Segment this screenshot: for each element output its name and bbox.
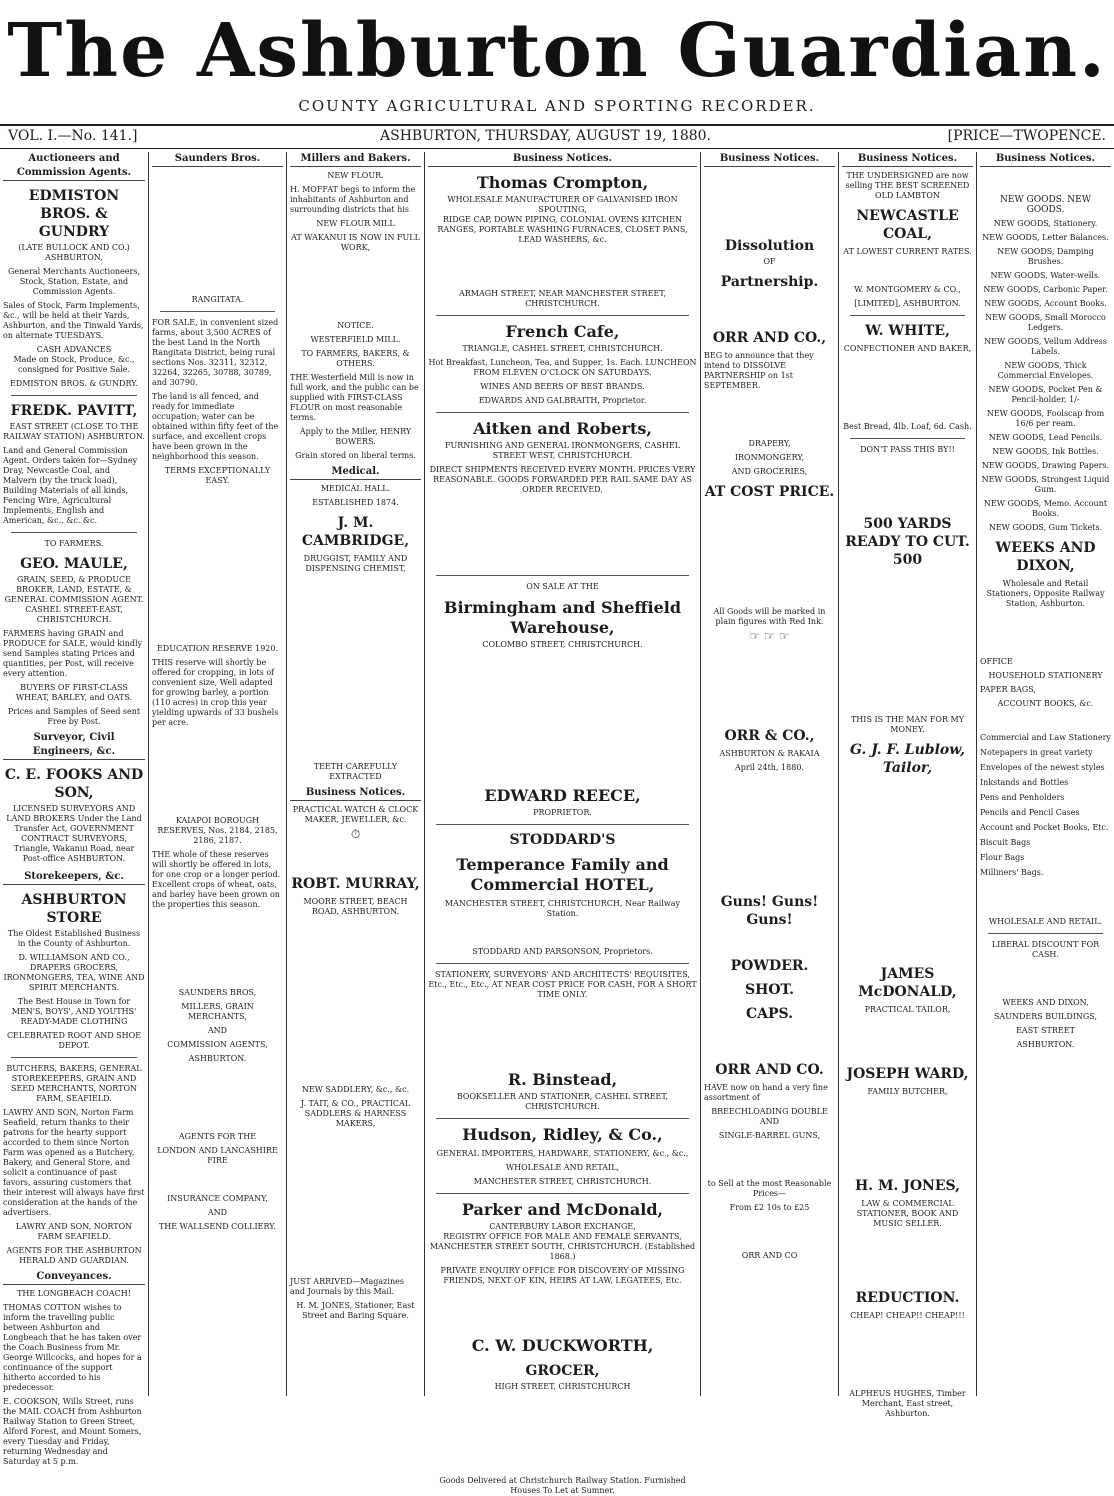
ad-text: LAW & COMMERCIAL STATIONER, BOOK AND MUSIC SELLER. (856, 1199, 959, 1228)
new-goods-item: NEW GOODS, Foolscap from 16/6 per ream. (986, 409, 1105, 428)
ad-text: AT WAKANUI IS NOW IN FULL WORK, (291, 233, 420, 252)
ad-text: THOMAS COTTON wishes to inform the travelling public between Ashburton and Longbeach that he has taken over the Coach Business from Mr. George Willcocks, and hopes for a continuance of the support hitherto accorded to his predecessor. (3, 1303, 142, 1392)
divider (11, 532, 137, 533)
ad-text: IRONMONGERY, (734, 453, 805, 462)
ad-text: ESTABLISHED 1874. (312, 498, 399, 507)
ad-text: ASHBURTON & RAKAIA (719, 749, 820, 758)
ad-text: RIDGE CAP, DOWN PIPING, COLONIAL OVENS KITCHEN RANGES, PORTABLE WASHING FURNACES, CLOSET PANS, LEAD WASHERS, &c. (437, 215, 688, 244)
ad-title: NEW FLOUR. (327, 171, 384, 180)
ad-title: REDUCTION. (855, 1290, 960, 1306)
ad-text: LICENSED SURVEYORS AND LAND BROKERS Under the Land Transfer Act, GOVERNMENT CONTRACT SURVEYORS, Triangle, Wakanui Road, near Post-office ASHBURTON. (6, 804, 142, 863)
ad-text: TEETH CAREFULLY EXTRACTED (313, 762, 398, 781)
new-goods-item: NEW GOODS, Letter Balances. (982, 233, 1109, 242)
ad-text: Grain stored on liberal terms. (295, 451, 416, 460)
ad-text: LAWRY AND SON, Norton Farm Seafield, return thanks to their patrons for the hearty support accorded to them since Norton Farm was opened as a Butchery, Bakery, and General Store, and solicit a continuance of past favors, assuring customers that their interest will always have first consideration at the hands of the advertisers. (3, 1108, 145, 1217)
ad-title: ORR AND CO. (715, 1062, 824, 1078)
column-6 (838, 152, 976, 1418)
ad-text: (LATE BULLOCK AND CO.) (18, 243, 130, 252)
ad-text: THIS IS THE MAN FOR MY MONEY. (850, 715, 965, 734)
ad-title: NEWCASTLE COAL, (856, 208, 959, 242)
stationery-item: Flour Bags (980, 853, 1025, 862)
ad-title: FREDK. PAVITT, (10, 403, 138, 419)
new-goods-item: NEW GOODS, Vellum Address Labels. (984, 337, 1107, 356)
date-line: ASHBURTON, THURSDAY, AUGUST 19, 1880. (380, 128, 712, 144)
section-header: Business Notices. (842, 152, 973, 167)
ad-text: DIRECT SHIPMENTS RECEIVED EVERY MONTH. PRICES VERY REASONABLE. GOODS FORWARDED PER RAIL SAME DAY AS ORDER RECEIVED. (429, 465, 696, 494)
ad-title: H. M. JONES, (855, 1178, 960, 1194)
new-goods-item: NEW GOODS, Pocket Pen & Pencil-holder, 1/- (988, 385, 1103, 404)
ad-text: WINES AND BEERS OF BEST BRANDS. (480, 382, 645, 391)
section-header: Business Notices. (980, 152, 1111, 167)
ad-text: EAST STREET (1016, 1026, 1075, 1035)
ad-text: GENERAL IMPORTERS, HARDWARE, STATIONERY, &c., &c., (436, 1149, 689, 1158)
ad-title: EDMISTON BROS. & GUNDRY (28, 188, 120, 240)
masthead (0, 0, 1114, 128)
ad-title: ASHBURTON STORE (21, 892, 127, 926)
section-header: Conveyances. (3, 1270, 145, 1285)
ad-text: SAUNDERS BUILDINGS, (993, 1012, 1098, 1021)
ad-text: CELEBRATED ROOT AND SHOE DEPOT. (6, 1031, 142, 1050)
section-header: Business Notices. (704, 152, 835, 167)
column-1 (0, 152, 148, 1466)
ad-title: KAIAPOI BOROUGH RESERVES, Nos. 2184, 2185, 2186, 2187. (157, 816, 278, 845)
ad-text: Best Bread, 4lb. Loaf, 6d. Cash. (843, 422, 972, 431)
ad-text: Goods Delivered at Christchurch Railway Station. Furnished Houses To Let at Sumner. (439, 1476, 686, 1495)
divider (436, 315, 689, 316)
pocket-watch-icon: ⏱ (350, 827, 361, 841)
newspaper-title: The Ashburton Guardian. (7, 8, 1107, 94)
ad-title: ORR AND CO., (712, 330, 827, 346)
ad-text: TRIANGLE, CASHEL STREET, CHRISTCHURCH. (462, 344, 663, 353)
ad-text: THE Westerfield Mill is now in full work, and the public can be supplied with FIRST-CLASS FLOUR on most reasonable terms. (290, 373, 419, 422)
ad-title: ORR & CO., (724, 728, 815, 744)
ad-title: Hudson, Ridley, & Co., (462, 1125, 663, 1144)
ad-title: NEW GOODS. NEW GOODS. (1000, 195, 1091, 215)
ad-title: BUTCHERS, BAKERS, GENERAL STOREKEEPERS, GRAIN AND SEED MERCHANTS, NORTON FARM, SEAFIELD. (6, 1064, 142, 1103)
ad-text: PRIVATE ENQUIRY OFFICE FOR DISCOVERY OF MISSING FRIENDS, NEXT OF KIN, HEIRS AT LAW, LEGATEES, Etc. (440, 1266, 685, 1285)
ad-text: FARMERS having GRAIN and PRODUCE for SALE, would kindly send Samples stating Prices and quantities, per Post, will receive every attention. (3, 629, 143, 678)
section-header: Millers and Bakers. (290, 152, 421, 167)
ad-text: ASHBURTON. (188, 1054, 247, 1063)
new-goods-item: NEW GOODS, Lead Pencils. (988, 433, 1103, 442)
ad-title: Thomas Crompton, (476, 173, 649, 192)
divider (988, 933, 1103, 934)
section-header: Surveyor, Civil Engineers, &c. (3, 731, 145, 760)
ad-title: GROCER, (525, 1363, 600, 1379)
ad-text: Hot Breakfast, Luncheon, Tea, and Supper, 1s. Each. LUNCHEON FROM ELEVEN O'CLOCK ON SATURDAYS. (428, 358, 697, 377)
ad-text: ACCOUNT BOOKS, &c. (997, 699, 1094, 708)
ad-title: JAMES McDONALD, (858, 966, 957, 1000)
new-goods-item: NEW GOODS, Drawing Papers. (981, 461, 1110, 470)
ad-text: TO FARMERS. (44, 539, 104, 548)
ad-title: J. M. CAMBRIDGE, (301, 515, 410, 549)
ad-text: SINGLE-BARREL GUNS, (718, 1131, 821, 1140)
ad-text: EDWARDS AND GALBRAITH, Proprietor. (478, 396, 647, 405)
ad-text: PROPRIETOR. (533, 808, 592, 817)
ad-text: THE whole of these reserves will shortly be offered in lots, for one crop or a longer period. Excellent crops of wheat, oats, and barley have been grown on the properties this season. (152, 850, 281, 909)
ad-title: Guns! Guns! Guns! (720, 894, 819, 928)
new-goods-item: NEW GOODS, Damping Brushes. (997, 247, 1094, 266)
ad-title: Parker and McDonald, (461, 1200, 664, 1219)
ad-text: All Goods will be marked in plain figures with Red Ink. (713, 607, 826, 626)
divider (850, 438, 965, 439)
ad-text: WHOLESALE MANUFACTURER OF GALVANISED IRON SPOUTING, (447, 195, 678, 214)
ad-text: TO FARMERS, BAKERS, & OTHERS. (301, 349, 410, 368)
divider (850, 315, 965, 316)
new-goods-item: NEW GOODS, Ink Bottles. (992, 447, 1099, 456)
ad-text: LIBERAL DISCOUNT FOR CASH. (991, 940, 1100, 959)
ad-text: WHOLESALE AND RETAIL. (988, 917, 1103, 926)
ad-text: BREECHLOADING DOUBLE AND (711, 1107, 828, 1126)
divider (436, 963, 689, 964)
ad-text: CASH ADVANCES (36, 345, 112, 354)
ad-text: EDMISTON BROS. & GUNDRY. (9, 379, 139, 388)
dateline-bar (0, 124, 1114, 149)
divider (436, 1193, 689, 1194)
stationery-item: Notepapers in great variety (980, 748, 1093, 757)
ad-text: AND GROCERIES, (731, 467, 808, 476)
ad-text: Apply to the Miller, HENRY BOWERS. (299, 427, 412, 446)
ad-text: NEW SADDLERY, &c., &c. (301, 1085, 410, 1094)
divider (436, 1118, 689, 1119)
ad-title: C. E. FOOKS AND SON, (4, 767, 144, 801)
ad-text: ORR AND CO (741, 1251, 798, 1260)
ad-text: REGISTRY OFFICE FOR MALE AND FEMALE SERVANTS, MANCHESTER STREET SOUTH, CHRISTCHURCH. (Established 1868.) (429, 1232, 696, 1261)
ad-text: FOR SALE, in convenient sized farms, about 3,500 ACRES of the best Land in the North Rangitata District, being rural sections Nos. 32311, 32312, 32264, 32265, 30788, 30789, and 30790. (152, 318, 279, 387)
ad-title: GEO. MAULE, (20, 556, 128, 572)
ad-text: GRAIN, SEED, & PRODUCE BROKER, LAND, ESTATE, & GENERAL COMMISSION AGENT. (4, 575, 144, 604)
stationery-item: Biscuit Bags (980, 838, 1031, 847)
ad-text: FAMILY BUTCHER, (867, 1087, 948, 1096)
ad-text: OFFICE (980, 657, 1013, 666)
ad-text: Made on Stock, Produce, &c., consigned for Positive Sale. (13, 355, 135, 374)
ad-title: WEEKS AND DIXON, (995, 540, 1096, 574)
ad-title: CAPS. (745, 1006, 794, 1022)
ad-text: COMMISSION AGENTS, (167, 1040, 268, 1049)
ad-text: to Sell at the most Reasonable Prices— (707, 1179, 832, 1198)
ad-text: PRACTICAL TAILOR, (864, 1005, 951, 1014)
ad-text: H. MOFFAT begs to inform the inhabitants of Ashburton and surrounding districts that his (290, 185, 416, 214)
ad-title: Partnership. (720, 274, 819, 290)
section-header: Auctioneers and Commission Agents. (3, 152, 145, 181)
ad-text: WHOLESALE AND RETAIL, (505, 1163, 620, 1172)
ad-title: R. Binstead, (507, 1070, 618, 1089)
stationery-item: Milliners' Bags. (980, 868, 1044, 877)
new-goods-item: NEW GOODS, Thick Commercial Envelopes. (997, 361, 1094, 380)
stationery-item: Envelopes of the newest styles (980, 763, 1105, 772)
ad-text: ALPHEUS HUGHES, Timber Merchant, East street, Ashburton. (849, 1389, 966, 1418)
divider (11, 395, 137, 396)
new-goods-item: NEW GOODS, Carbonic Paper. (983, 285, 1108, 294)
price: [PRICE—TWOPENCE. (947, 128, 1106, 144)
pointing-hand-icon: ☞ ☞ ☞ (749, 629, 790, 643)
section-header: Saunders Bros. (152, 152, 283, 167)
ad-title: JOSEPH WARD, (846, 1066, 969, 1082)
ad-text: THE WALLSEND COLLIERY. (158, 1222, 277, 1231)
stationery-list (980, 733, 1111, 878)
column-2 (148, 152, 286, 1396)
ad-text: COLOMBO STREET, CHRISTCHURCH. (482, 640, 643, 649)
new-goods-item: NEW GOODS, Account Books. (984, 299, 1107, 308)
stationery-item: Inkstands and Bottles (980, 778, 1069, 787)
ad-title: Temperance Family and Commercial HOTEL, (456, 855, 669, 894)
ad-text: CASHEL STREET-EAST, CHRISTCHURCH. (25, 605, 123, 624)
ad-text: From £2 10s to £25 (729, 1203, 810, 1212)
ad-title: French Cafe, (505, 322, 620, 341)
ad-text: Sales of Stock, Farm Implements, &c., will be held at their Yards, Ashburton, and the Tinwald Yards, on alternate TUESDAYS. (3, 301, 144, 340)
ad-text: Land and General Commission Agent. Orders taken for—Sydney Dray, Newcastle Coal, and Malvern (by the truck load), Building Materials of all kinds, Fencing Wire, Agricultural Implements, English and American, &c., &c. &c. (3, 446, 138, 525)
ad-text: LAWRY AND SON, NORTON FARM SEAFIELD. (15, 1222, 133, 1241)
ad-text: PAPER BAGS, (980, 685, 1036, 694)
ad-text: LONDON AND LANCASHIRE FIRE (157, 1146, 278, 1165)
ad-title: POWDER. (730, 958, 809, 974)
ad-title: RANGITATA. (191, 295, 244, 304)
section-header: Business Notices. (428, 152, 697, 167)
ad-text: EAST STREET (CLOSE TO THE RAILWAY STATION) ASHBURTON. (3, 422, 145, 441)
column-4 (424, 152, 700, 1495)
ad-title: Aitken and Roberts, (473, 419, 652, 438)
ad-text: DON'T PASS THIS BY!! (860, 445, 955, 454)
ad-title: MEDICAL HALL. (320, 484, 391, 493)
ad-title: NOTICE. (337, 321, 374, 330)
ad-text: ASHBURTON, (45, 253, 103, 262)
ad-text: MOORE STREET, BEACH ROAD, ASHBURTON. (303, 897, 408, 916)
ad-text: THIS reserve will shortly be offered for cropping, in lots of convenient size, Well adapted for growing barley, a portion (110 acres) in crop this year yielding upwards of 33 bushels per acre. (152, 658, 279, 727)
column-3 (286, 152, 424, 1396)
ad-text: CONFECTIONER AND BAKER, (843, 344, 972, 353)
ad-text: April 24th, 1880. (735, 763, 804, 772)
ad-text: DRUGGIST, FAMILY AND DISPENSING CHEMIST, (303, 554, 408, 573)
new-goods-list (980, 219, 1111, 533)
ad-text: AND (207, 1026, 228, 1035)
section-header: Business Notices. (290, 786, 421, 801)
section-header: Medical. (290, 465, 421, 480)
ad-title: SHOT. (744, 982, 795, 998)
new-goods-item: NEW GOODS, Stationery. (993, 219, 1098, 228)
divider (436, 824, 689, 825)
ad-text: The land is all fenced, and ready for immediate occupation; water can be obtained within fifty feet of the surface, and excellent crops have been grown in the neighborhood this season. (152, 392, 279, 461)
divider (11, 1057, 137, 1058)
divider (436, 412, 689, 413)
ad-text: BOOKSELLER AND STATIONER, CASHEL STREET, CHRISTCHURCH. (456, 1092, 669, 1111)
ad-title: AT COST PRICE. (704, 484, 835, 500)
ad-title: G. J. F. Lublow, Tailor, (849, 742, 966, 776)
ad-title: Dissolution (724, 238, 815, 254)
ad-text: SAUNDERS BROS, (178, 988, 257, 997)
ad-title: THE LONGBEACH COACH! (17, 1289, 131, 1298)
ad-text: MILLERS, GRAIN MERCHANTS, (181, 1002, 254, 1021)
ad-title: Birmingham and Sheffield Warehouse, (443, 598, 682, 637)
ad-text: INSURANCE COMPANY, (167, 1194, 268, 1203)
ad-title: NEW FLOUR MILL (316, 219, 395, 228)
section-header: Storekeepers, &c. (3, 870, 145, 885)
new-goods-item: NEW GOODS, Gum Tickets. (988, 523, 1103, 532)
ad-text: General Merchants Auctioneers, Stock, Station, Estate, and Commission Agents. (8, 267, 140, 296)
ad-text: D. WILLIAMSON AND CO., DRAPERS GROCERS, IRONMONGERS, TEA, WINE AND SPIRIT MERCHANTS. (3, 953, 145, 992)
ad-text: W. MONTGOMERY & CO., (854, 285, 961, 294)
ad-text: STODDARD AND PARSONSON, Proprietors. (472, 947, 653, 956)
ad-text: AND (207, 1208, 228, 1217)
ad-text: FURNISHING AND GENERAL IRONMONGERS, CASHEL STREET WEST, CHRISTCHURCH. (444, 441, 681, 460)
ad-text: MANCHESTER STREET, CHRISTCHURCH. (473, 1177, 652, 1186)
ad-text: DRAPERY, (748, 439, 791, 448)
ad-title: EDUCATION RESERVE 1920. (156, 644, 279, 653)
new-goods-item: NEW GOODS, Small Morocco Ledgers. (985, 313, 1106, 332)
column-7 (976, 152, 1114, 1396)
stationery-item: Pencils and Pencil Cases (980, 808, 1080, 817)
stationery-item: Account and Pocket Books, Etc. (980, 823, 1109, 832)
ad-text: AT LOWEST CURRENT RATES. (843, 247, 972, 256)
ad-title: STODDARD'S (509, 832, 616, 848)
stationery-item: Commercial and Law Stationery (980, 733, 1111, 742)
ad-text: Prices and Samples of Seed sent Free by Post. (7, 707, 141, 726)
ad-text: HAVE now on hand a very fine assortment of (704, 1083, 828, 1102)
ad-text: PRACTICAL WATCH & CLOCK MAKER, JEWELLER, &c. (292, 805, 419, 824)
ad-text: ON SALE AT THE (526, 582, 599, 591)
ad-title: J. TAIT, & CO., PRACTICAL SADDLERS & HARNESS MAKERS, (300, 1099, 411, 1128)
ad-text: STATIONERY, SURVEYORS' AND ARCHITECTS' REQUISITES, Etc., Etc., Etc., AT NEAR COST PRICE FOR CASH, FOR A SHORT TIME ONLY. (428, 970, 697, 999)
ad-text: Wholesale and Retail Stationers, Opposite Railway Station, Ashburton. (986, 579, 1105, 608)
new-goods-item: NEW GOODS, Water-wells. (990, 271, 1101, 280)
ad-text: The Oldest Established Business in the County of Ashburton. (7, 929, 141, 948)
ad-text: BEG to announce that they intend to DISSOLVE PARTNERSHIP on 1st SEPTEMBER. (704, 351, 814, 390)
ad-text: WEEKS AND DIXON, (1002, 998, 1089, 1007)
ad-text: H. M. JONES, Stationer, East Street and Baring Square. (296, 1301, 415, 1320)
ad-text: CANTERBURY LABOR EXCHANGE, (489, 1222, 636, 1231)
ad-text: THE UNDERSIGNED are now selling THE BEST SCREENED OLD LAMBTON (845, 171, 970, 200)
ad-text: HIGH STREET, CHRISTCHURCH (494, 1382, 631, 1391)
volume-number: VOL. I.—No. 141.] (8, 128, 138, 144)
ad-text: The Best House in Town for MEN'S, BOYS', AND YOUTHS' READY-MADE CLOTHING (11, 997, 137, 1026)
ad-text: BUYERS OF FIRST-CLASS WHEAT, BARLEY, and OATS. (15, 683, 133, 702)
ad-text: AGENTS FOR THE ASHBURTON HERALD AND GUARDIAN. (6, 1246, 142, 1265)
new-goods-item: NEW GOODS, Memo. Account Books. (983, 499, 1108, 518)
ad-text: AGENTS FOR THE (178, 1132, 257, 1141)
ad-text: ASHBURTON. (1016, 1040, 1075, 1049)
divider (160, 311, 275, 312)
ad-text: TERMS EXCEPTIONALLY EASY. (164, 466, 271, 485)
ad-text: E. COOKSON, Wills Street, runs the MAIL COACH from Ashburton Railway Station to Green Street, Alford Forest, and Mount Somers, every Tuesday and Friday, returning Wednesday and Saturday at 5 p.m. (3, 1397, 142, 1466)
ad-title: 500 YARDS READY TO CUT. 500 (845, 516, 970, 568)
ad-text: [LIMITED], ASHBURTON. (854, 299, 961, 308)
ad-title: C. W. DUCKWORTH, (471, 1336, 654, 1355)
new-goods-item: NEW GOODS, Strongest Liquid Gum. (981, 475, 1110, 494)
divider (436, 575, 689, 576)
ad-text: MANCHESTER STREET, CHRISTCHURCH, Near Railway Station. (444, 899, 681, 918)
ad-text: OF (763, 257, 776, 266)
ad-text: CHEAP! CHEAP!! CHEAP!!! (850, 1311, 965, 1320)
ad-text: HOUSEHOLD STATIONERY (988, 671, 1103, 680)
ad-text: ARMAGH STREET, NEAR MANCHESTER STREET, CHRISTCHURCH. (459, 289, 666, 308)
ad-title: EDWARD REECE, (484, 786, 641, 805)
ad-title: ROBT. MURRAY, (291, 876, 420, 892)
newspaper-subtitle: COUNTY AGRICULTURAL AND SPORTING RECORDER. (298, 97, 816, 115)
stationery-item: Pens and Penholders (980, 793, 1065, 802)
column-5 (700, 152, 838, 1396)
ad-title: W. WHITE, (865, 323, 950, 339)
ad-text: WESTERFIELD MILL. (310, 335, 401, 344)
ad-text: JUST ARRIVED—Magazines and Journals by this Mail. (290, 1277, 404, 1296)
